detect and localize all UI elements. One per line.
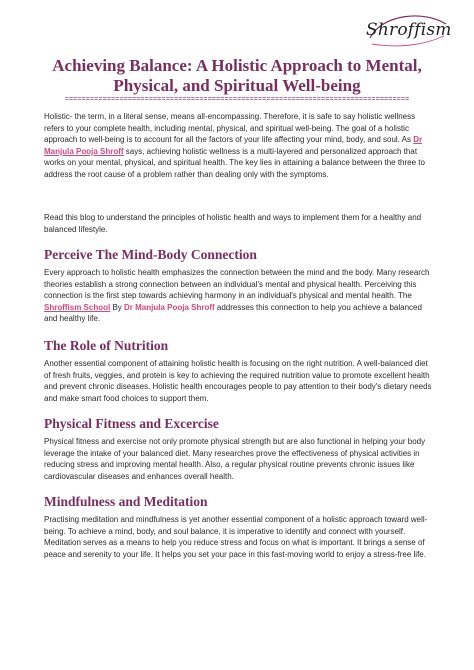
section-body-fitness: Physical fitness and exercise not only promote physical strength but are also functional in helping your body leverage the intake of your balanced diet. Many researches prove the effectiveness of physical activities in reducing stress and improving mental health. Also, a regular physical routine prevents chronic issues like cardiovascular diseases and enhances overall health.: [44, 437, 426, 481]
page-title: [30, 56, 444, 96]
mind-body-text-mid: By: [110, 302, 125, 312]
title-line-2: Physical, and Spiritual Well-being: [113, 76, 361, 95]
title-divider: ==================================================================================: [64, 96, 410, 104]
section-heading-mind-body: Perceive The Mind-Body Connection: [44, 247, 257, 262]
section-heading-mindfulness: Mindfulness and Meditation: [44, 494, 208, 509]
section-heading-fitness: Physical Fitness and Excercise: [44, 416, 219, 431]
intro-text-end: says, achieving holistic wellness is a multi-layered and personalized approach that works on your mental, physical, and spiritual health. The key lies in attaining a balance between the three to address the root cause of a problem rather than dealing only with the symptoms.: [44, 146, 425, 179]
logo-text: Shroffism: [366, 20, 452, 40]
author-link[interactable]: Dr Manjula Pooja Shroff: [44, 135, 423, 156]
section-body-nutrition: Another essential component of attaining holistic health is focusing on the right nutrition. A well-balanced diet of fresh fruits, veggies, and protein is key to achieving the required nutrition value to promote excellent health and prevent chronic diseases. Holistic health encourages people to pay attention to their body's dietary needs and make smart food choices to support them.: [44, 359, 432, 403]
intro-paragraph: [44, 111, 434, 181]
mind-body-text-start: Every approach to holistic health emphasizes the connection between the mind and the body. Many research theories establish a strong connection between an individual's mental and physical health. Perceiving this connection is the first step towards achieving harmony in an individual's physical and mental health. The: [44, 268, 430, 301]
section-body-mindfulness: Practising meditation and mindfulness is yet another essential component of a holistic approach toward well-being. To achieve a mind, body, and soul balance, it is imperative to identify and connect with yourself. Meditation serves as a means to help you reduce stress and focus on what is important. It brings a sense of peace and serenity to your life. It helps you set your pace in this fast-moving world to enjoy a stress-free life.: [44, 515, 428, 559]
intro-text-start: Holistic- the term, in a literal sense, means all-encompassing. Therefore, it is safe to say holistic wellness refers to your complete health, including mental, physical, and spiritual well-being. The goal of a holistic approach to well-being is to account for all the factors of your life affecting your mind, body, and soul. As: [44, 112, 416, 145]
section-heading-nutrition: The Role of Nutrition: [44, 338, 169, 353]
brand-logo: [362, 8, 452, 52]
title-line-1: Achieving Balance: A Holistic Approach to Mental,: [52, 56, 422, 75]
section-body-mind-body: [44, 267, 434, 325]
author-name-link[interactable]: Dr Manjula Pooja Shroff: [124, 302, 215, 312]
mind-body-text-end: addresses this connection to help you achieve a balanced and healthy life.: [44, 302, 422, 324]
shroffism-school-link[interactable]: Shroffism School: [44, 302, 111, 312]
intro-paragraph-2: Read this blog to understand the principles of holistic health and ways to implement them for a healthy and balanced lifestyle.: [44, 213, 422, 234]
